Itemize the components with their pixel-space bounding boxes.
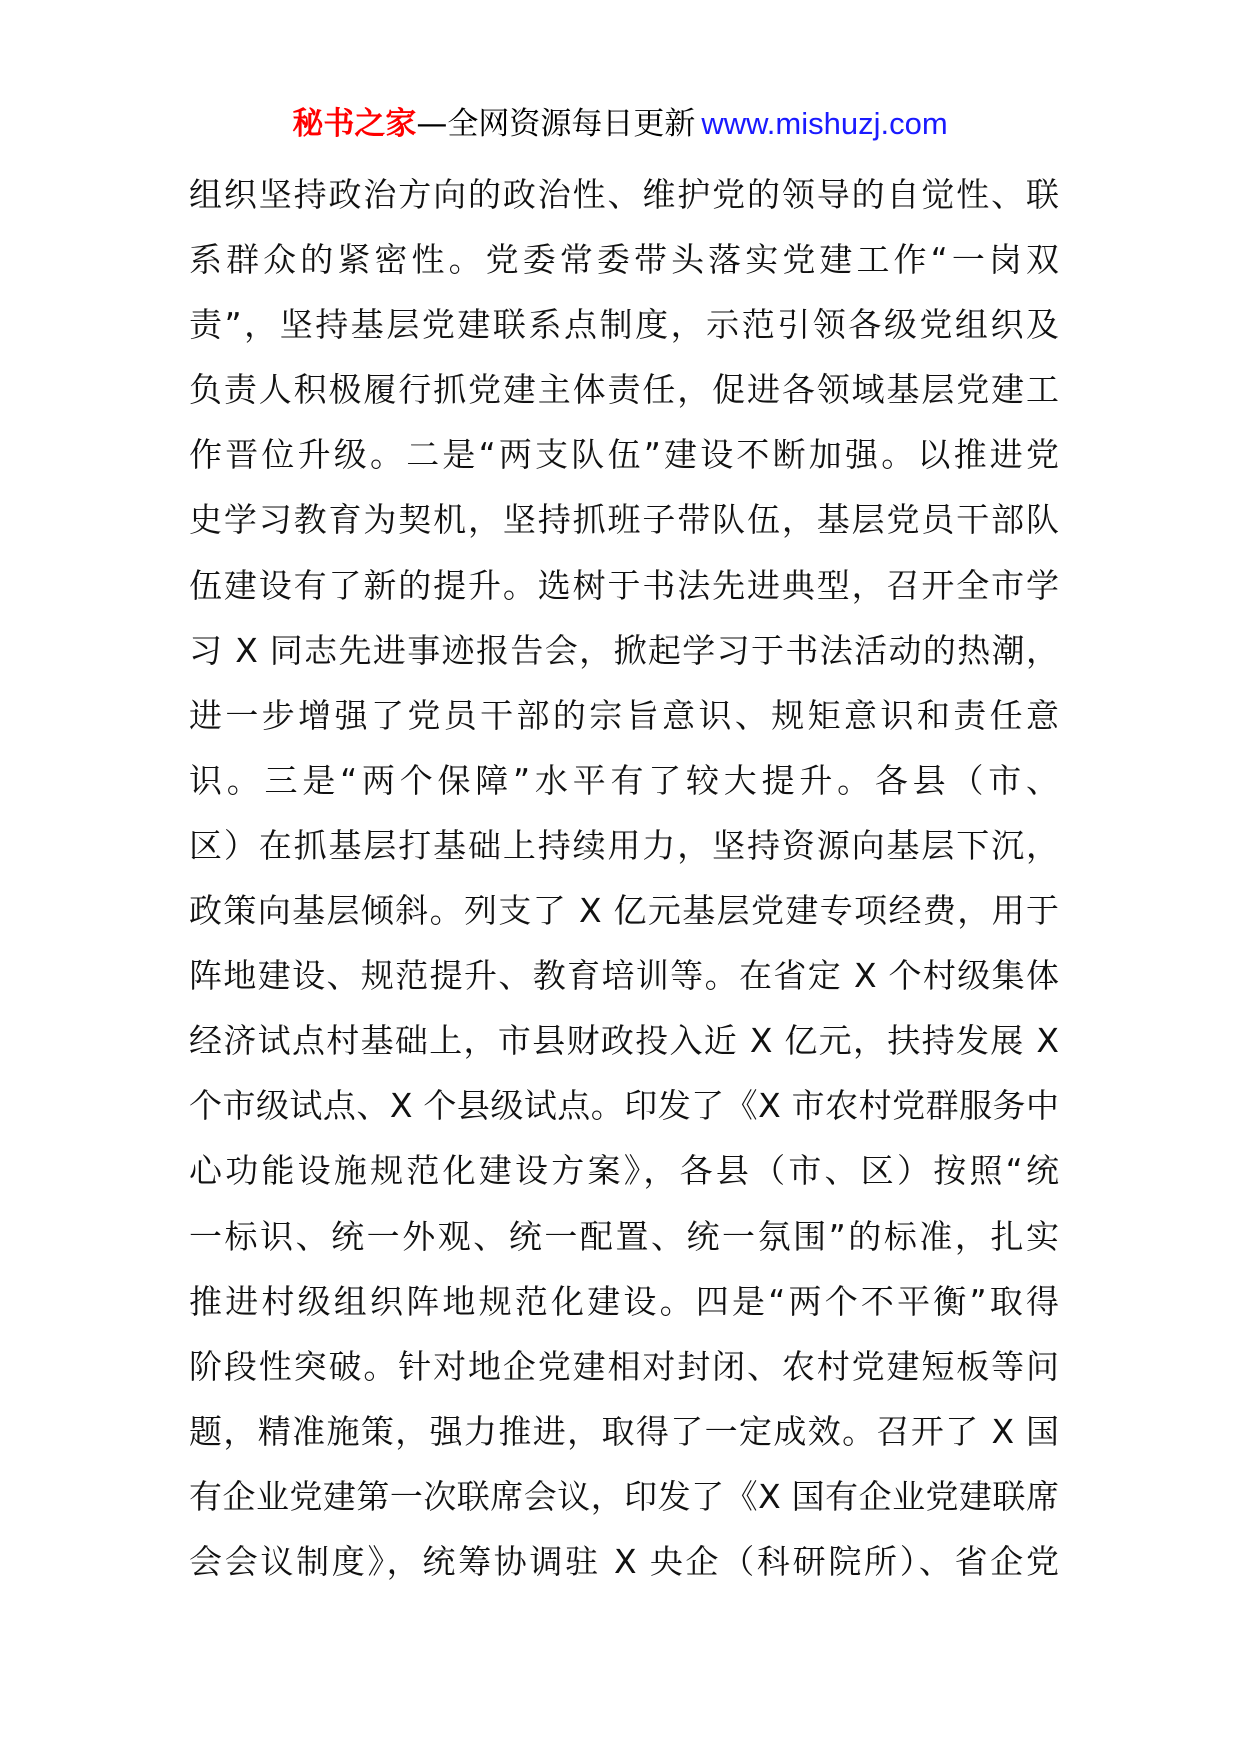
text-line: 一标识、统一外观、统一配置、统一氛围”的标准，扎实	[189, 1216, 1059, 1256]
text-line: 题，精准施策，强力推进，取得了一定成效。召开了 X 国	[189, 1411, 1059, 1451]
text-line: 负责人积极履行抓党建主体责任，促进各领域基层党建工	[189, 370, 1059, 410]
document-body	[189, 162, 1059, 1594]
text-line: 伍建设有了新的提升。选树于书法先进典型，召开全市学	[189, 565, 1059, 605]
text-line: 经济试点村基础上，市县财政投入近 X 亿元，扶持发展 X	[189, 1021, 1059, 1061]
text-line: 推进村级组织阵地规范化建设。四是“两个不平衡”取得	[189, 1281, 1059, 1321]
brand-name: 秘书之家	[292, 106, 417, 142]
text-line: 政策向基层倾斜。列支了 X 亿元基层党建专项经费，用于	[189, 891, 1059, 931]
site-url-link[interactable]: www.mishuzj.com	[701, 106, 948, 141]
text-line: 系群众的紧密性。党委常委带头落实党建工作“一岗双	[189, 240, 1059, 280]
text-line: 习 X 同志先进事迹报告会，掀起学习于书法活动的热潮，	[189, 630, 1059, 670]
text-line: 阵地建设、规范提升、教育培训等。在省定 X 个村级集体	[189, 956, 1059, 996]
text-line: 心功能设施规范化建设方案》，各县（市、区）按照“统	[189, 1151, 1059, 1191]
text-line: 阶段性突破。针对地企党建相对封闭、农村党建短板等问	[189, 1346, 1059, 1386]
site-header	[0, 104, 1240, 144]
text-line: 组织坚持政治方向的政治性、维护党的领导的自觉性、联	[189, 175, 1059, 214]
text-line: 个市级试点、X 个县级试点。印发了《X 市农村党群服务中	[189, 1086, 1059, 1126]
text-line: 有企业党建第一次联席会议，印发了《X 国有企业党建联席	[189, 1476, 1059, 1516]
text-line: 史学习教育为契机，坚持抓班子带队伍，基层党员干部队	[189, 500, 1059, 540]
text-line: 识。三是“两个保障”水平有了较大提升。各县（市、	[189, 760, 1059, 800]
text-line: 进一步增强了党员干部的宗旨意识、规矩意识和责任意	[189, 695, 1059, 735]
text-line: 责”，坚持基层党建联系点制度，示范引领各级党组织及	[189, 305, 1059, 345]
text-line: 作晋位升级。二是“两支队伍”建设不断加强。以推进党	[189, 435, 1059, 475]
site-tagline: —全网资源每日更新	[416, 106, 696, 142]
text-line: 会会议制度》，统筹协调驻 X 央企（科研院所）、省企党	[189, 1541, 1059, 1581]
text-line: 区）在抓基层打基础上持续用力，坚持资源向基层下沉，	[189, 825, 1059, 865]
